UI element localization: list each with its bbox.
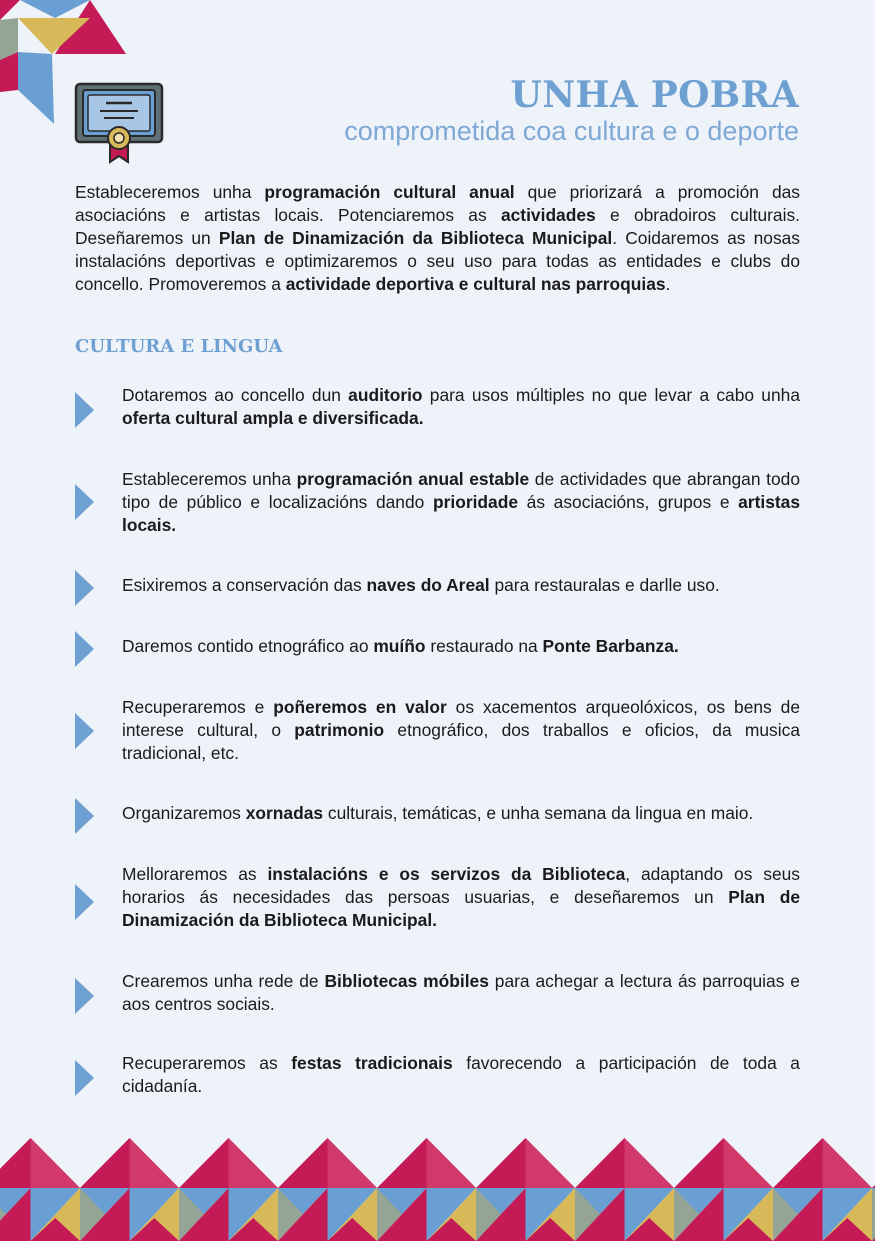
page-subtitle: comprometida coa cultura e o deporte xyxy=(344,116,799,146)
bold-text-segment: naves do Areal xyxy=(366,575,490,595)
text-segment: Recuperaremos as xyxy=(122,1053,292,1073)
arrow-icon xyxy=(75,631,94,667)
arrow-icon xyxy=(75,713,94,749)
bold-text-segment: actividades xyxy=(500,205,596,225)
arrow-icon xyxy=(75,884,94,920)
text-segment: Recuperaremos e xyxy=(122,697,274,717)
list-item xyxy=(122,802,800,825)
bold-text-segment: Bibliotecas móbiles xyxy=(324,971,489,991)
text-segment: Daremos contido etnográfico ao xyxy=(122,636,374,656)
text-segment: os xacementos arqueolóxicos, os bens de interese cultural, o xyxy=(122,697,801,740)
text-segment: para restauralas e darlle uso. xyxy=(489,575,720,595)
arrow-icon xyxy=(75,484,94,520)
list-item xyxy=(122,635,800,658)
bold-text-segment: muíño xyxy=(373,636,426,656)
page-title: UNHA POBRA xyxy=(510,74,799,116)
certificate-icon xyxy=(74,82,164,164)
bold-text-segment: patrimonio xyxy=(294,720,385,740)
intro-paragraph xyxy=(75,181,800,296)
title-block xyxy=(344,74,799,146)
text-segment: . xyxy=(665,274,671,294)
arrow-icon xyxy=(75,798,94,834)
bold-text-segment: poñeremos en valor xyxy=(273,697,447,717)
list-item xyxy=(122,970,800,1016)
list-item xyxy=(122,574,800,597)
text-segment: . Coidaremos as nosas instalacións deportivas e optimizaremos o seu uso para todas as entidades e clubs do concello. Promoveremos a xyxy=(75,228,801,294)
text-segment: para achegar a lectura ás parroquias e aos centros sociais. xyxy=(122,971,800,1014)
text-segment: favorecendo a participación de toda a cidadanía. xyxy=(122,1053,800,1096)
list-item xyxy=(122,468,800,537)
text-segment: restaurado na xyxy=(425,636,543,656)
list-item xyxy=(122,1052,800,1098)
footer-pattern xyxy=(0,1138,875,1241)
bold-text-segment: prioridade xyxy=(432,492,519,512)
text-segment: Melloraremos as xyxy=(122,864,268,884)
text-segment: culturais, temáticas, e unha semana da lingua en maio. xyxy=(323,803,754,823)
text-segment: Organizaremos xyxy=(122,803,246,823)
bold-text-segment: Ponte Barbanza. xyxy=(542,636,679,656)
text-segment: , adaptando os seus horarios ás necesidades das persoas usuarias, e deseñaremos un xyxy=(122,864,800,907)
list-item xyxy=(122,863,800,932)
bold-text-segment: Plan de Dinamización da Biblioteca Municipal xyxy=(218,228,613,248)
arrow-icon xyxy=(75,392,94,428)
arrow-icon xyxy=(75,978,94,1014)
text-segment: ás asociacións, grupos e xyxy=(518,492,739,512)
text-segment: Crearemos unha rede de xyxy=(122,971,325,991)
text-segment: Estableceremos unha xyxy=(122,469,297,489)
bold-text-segment: artistas locais. xyxy=(122,492,801,535)
text-segment: e obradoiros culturais. Deseñaremos un xyxy=(75,205,800,248)
text-segment: Esixiremos a conservación das xyxy=(122,575,367,595)
bold-text-segment: instalacións e os servizos da Biblioteca xyxy=(267,864,626,884)
text-segment: etnográfico, dos traballos e oficios, da musica tradicional, etc. xyxy=(122,720,800,763)
bold-text-segment: programación anual estable xyxy=(296,469,530,489)
text-segment: de actividades que abrangan todo tipo de público e localizacións dando xyxy=(122,469,800,512)
list-item xyxy=(122,696,800,765)
bold-text-segment: festas tradicionais xyxy=(291,1053,453,1073)
bold-text-segment: programación cultural anual xyxy=(264,182,515,202)
text-segment: para usos múltiples no que levar a cabo unha xyxy=(422,385,800,405)
bold-text-segment: Plan de Dinamización da Biblioteca Municipal. xyxy=(122,887,800,930)
section-heading: CULTURA E LINGUA xyxy=(75,336,283,357)
bold-text-segment: oferta cultural ampla e diversificada. xyxy=(122,408,424,428)
bold-text-segment: actividade deportiva e cultural nas parroquias xyxy=(285,274,666,294)
arrow-icon xyxy=(75,1060,94,1096)
text-segment: Dotaremos ao concello dun xyxy=(122,385,349,405)
text-segment: Estableceremos unha xyxy=(75,182,265,202)
arrow-icon xyxy=(75,570,94,606)
bold-text-segment: xornadas xyxy=(245,803,324,823)
bold-text-segment: auditorio xyxy=(348,385,423,405)
list-item xyxy=(122,384,800,430)
text-segment: que priorizará a promoción das asociacións e artistas locais. Potenciaremos as xyxy=(75,182,801,225)
